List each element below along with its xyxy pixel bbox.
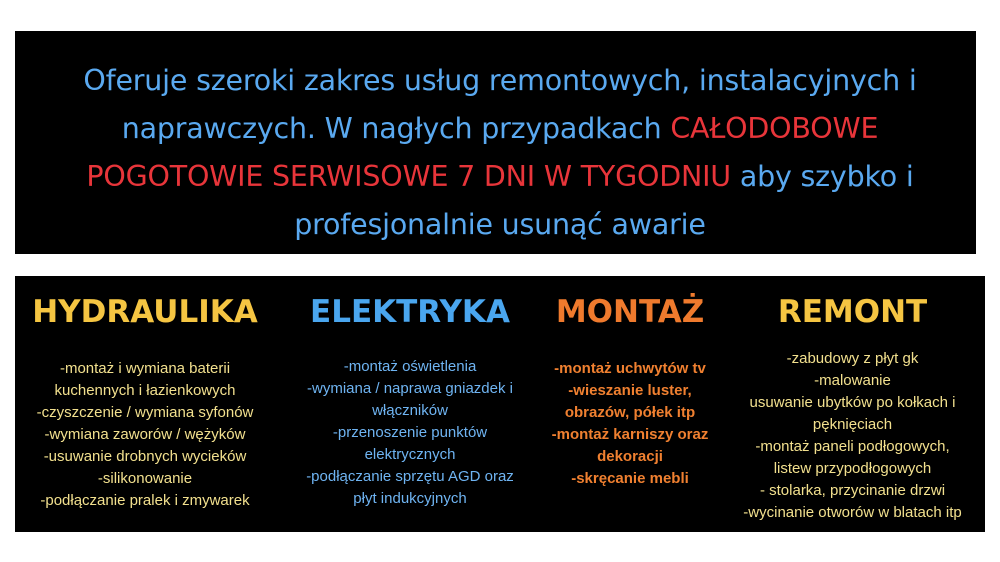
list-item: -wieszanie luster,	[568, 382, 692, 399]
list-item: -silikonowanie	[97, 470, 193, 487]
list-item: -wycinanie otworów w blatach itp	[743, 504, 962, 521]
intro-text	[55, 57, 945, 249]
column-title: MONTAŻ	[555, 294, 705, 330]
list-item: kuchennych i łazienkowych	[54, 382, 236, 399]
column-title: REMONT	[777, 294, 928, 330]
intro-highlight: CAŁODOBOWE POGOTOWIE SERWISOWE 7 DNI W TYGODNIU	[86, 112, 879, 193]
list-item: -montaż oświetlenia	[343, 358, 477, 375]
intro-banner	[15, 31, 976, 254]
list-item: obrazów, półek itp	[564, 404, 696, 421]
list-item: -zabudowy z płyt gk	[786, 350, 919, 367]
list-item: -malowanie	[814, 372, 891, 389]
list-item: płyt indukcyjnych	[353, 490, 467, 507]
list-item: listew przypodłogowych	[773, 460, 932, 477]
list-item: -usuwanie drobnych wycieków	[43, 448, 247, 465]
intro-text-part1: Oferuje szeroki zakres usług remontowych, instalacyjnych i naprawczych. W nagłych przypadkach	[83, 64, 917, 145]
list-item: usuwanie ubytków po kołkach i	[749, 394, 956, 411]
services-panel	[15, 276, 985, 532]
service-list	[535, 358, 725, 490]
list-item: -wymiana / naprawa gniazdek i	[307, 380, 513, 397]
service-list	[285, 356, 535, 510]
list-item: dekoracji	[597, 448, 663, 465]
list-item: - stolarka, przycinanie drzwi	[759, 482, 946, 499]
list-item: -montaż uchwytów tv	[554, 360, 706, 377]
intro-text-part2: aby szybko i profesjonalnie usunąć awarie	[294, 160, 914, 241]
list-item: -skręcanie mebli	[571, 470, 689, 487]
column-title: ELEKTRYKA	[310, 294, 510, 330]
list-item: -montaż karniszy oraz	[551, 426, 709, 443]
list-item: -podłączanie pralek i zmywarek	[40, 492, 250, 509]
list-item: -czyszczenie / wymiana syfonów	[36, 404, 254, 421]
list-item: -przenoszenie punktów	[332, 424, 488, 441]
service-list	[15, 358, 275, 512]
list-item: włączników	[372, 402, 448, 419]
column-title: HYDRAULIKA	[32, 294, 258, 330]
list-item: -podłączanie sprzętu AGD oraz	[306, 468, 514, 485]
service-list	[720, 348, 985, 524]
list-item: pęknięciach	[812, 416, 893, 433]
list-item: elektrycznych	[364, 446, 456, 463]
list-item: -montaż paneli podłogowych,	[755, 438, 950, 455]
list-item: -montaż i wymiana baterii	[59, 360, 231, 377]
list-item: -wymiana zaworów / wężyków	[44, 426, 246, 443]
